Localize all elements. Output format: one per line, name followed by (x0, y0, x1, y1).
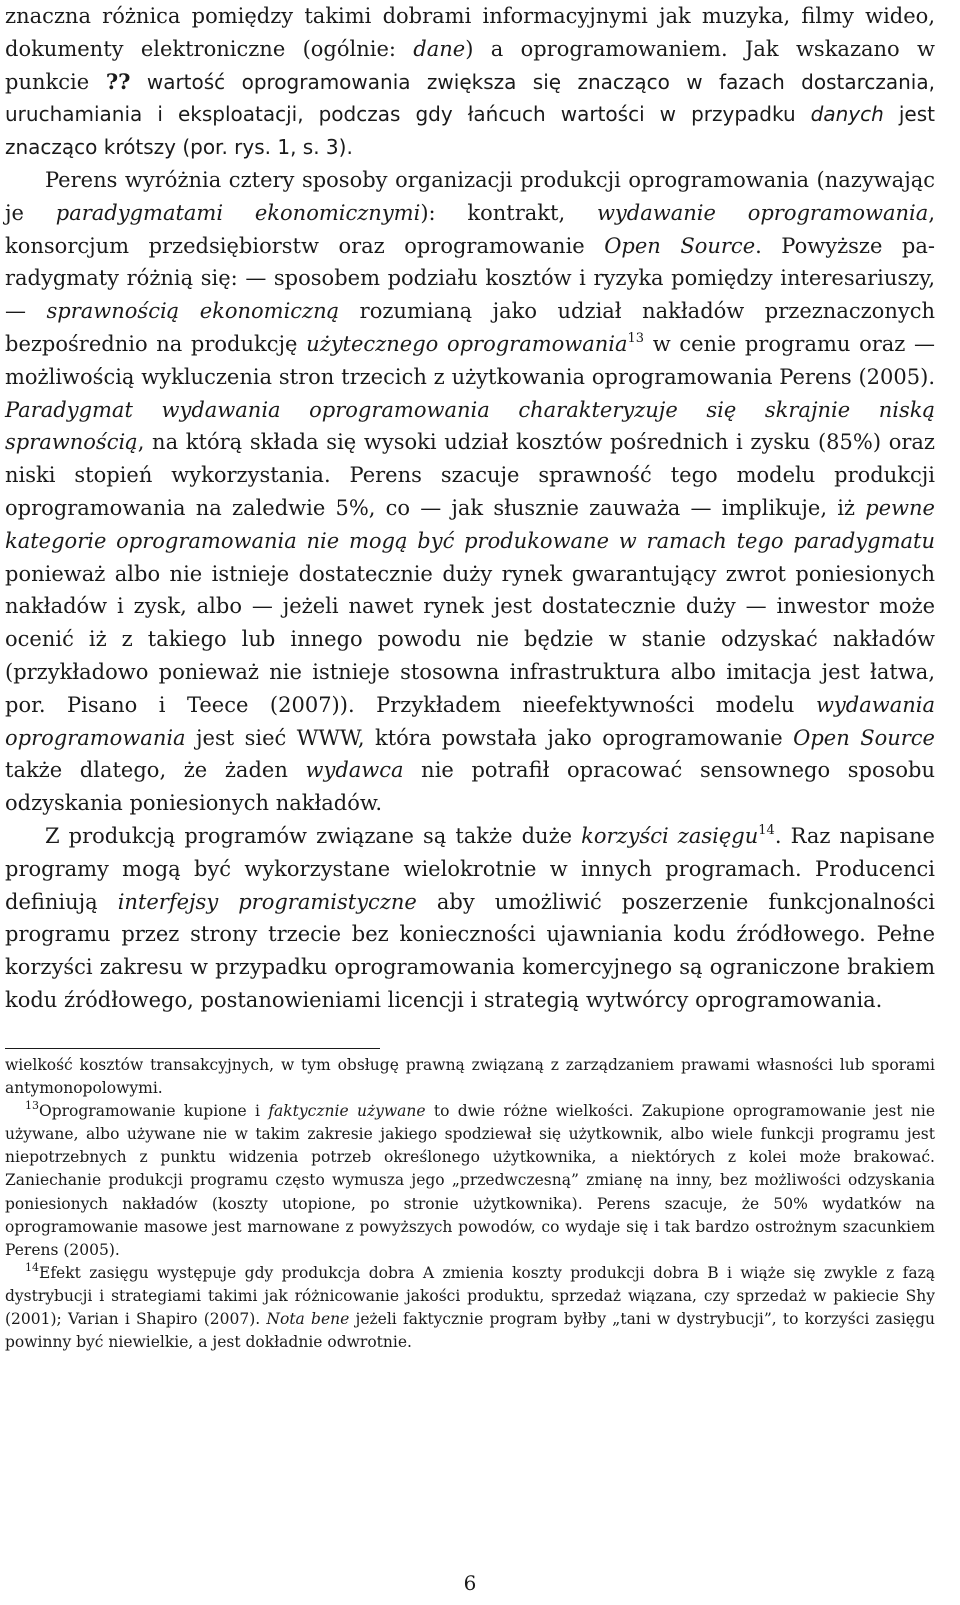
emphasis: wydawca (305, 758, 404, 783)
text-run: jeżeli faktycznie program byłby „tani w dystrybucji”, to korzyści zasięgu powinny być niewielkie, a jest dokładnie odwrotnie. (5, 1310, 936, 1352)
text-run: w cenie programu oraz — możliwością wykluczenia stron trzecich z użytkowania oprogramowania Perens (2005). (5, 331, 935, 389)
text-run: Oprogramowanie kupione i (39, 1102, 269, 1121)
text-run: to dwie różne wielkości. Zakupione oprogramowanie jest nie używane, albo używane nie w takim zakresie jakiego spodziewał się użytkownik, albo wiele funkcji programu jest niepotrzebnych z punktu widzenia potrzeb określonego użytkownika, a niektórych z kolei może brakować. Zaniechanie produkcji programu często wymusza jego „przedwczesną” zmianę na inny, bez możliwości odzyskania poniesionych nakładów (koszty utopione, po stronie użytkownika). Perens szacuje, że 50% wydatków na oprogramowanie masowe jest marnowane z powyższych powodów, co wydaje się i tak bardzo ostrożnym szacunkiem Perens (2005). (5, 1102, 936, 1259)
emphasis: sprawnością ekonomiczną (46, 299, 340, 324)
footnote-ref-13[interactable]: 13 (627, 330, 645, 346)
footnotes (5, 1054, 935, 1354)
text-run: . Raz napisane programy mogą być wykorzystane wielokrotnie w innych programach. Producenci definiują (5, 823, 935, 914)
emphasis: Paradygmat wydawania oprogramowania charakteryzuje się skrajnie niską sprawnością (5, 397, 935, 455)
footnote-marker-14: 14 (25, 1260, 39, 1274)
text-run: jest znacząco krótszy (por. rys. 1, s. 3). (5, 102, 935, 160)
text-run: aby umożliwić poszerzenie funkcjonalności programu przez strony trzecie bez konieczności ujawniania kodu źródłowego. Pełne korzyści zakresu w przypadku oprogramowania komercyjnego są ograniczone brakiem kodu źródłowego, postanowieniami licencji i strategią wytwórcy oprogramowania. (5, 889, 935, 1012)
emphasis: użytecznego oprogramowania (306, 331, 628, 356)
text-run: ): kontrakt, (420, 200, 597, 225)
document-page (5, 0, 935, 1017)
emphasis: pewne kategorie oprogramowania nie mogą być produkowane w ramach tego paradygmatu (5, 495, 935, 553)
footnote-13 (5, 1100, 935, 1262)
emphasis: Open Source (793, 725, 935, 750)
text-run: znaczna różnica pomiędzy takimi dobrami informacyjnymi jak muzyka, filmy wideo, dokumenty elektroniczne (ogólnie: (5, 4, 935, 61)
text-run: Z produkcją programów związane są także duże (45, 823, 582, 848)
footnote-ref-14[interactable]: 14 (758, 822, 775, 838)
text-run: , na którą składa się wysoki udział kosztów pośrednich i zysku (85%) oraz niski stopień wykorzystania. Perens szacuje sprawność tego modelu produkcji oprogramowania na zaledwie 5%, co — jak słusznie zauważa — implikuje, iż (5, 430, 935, 520)
text-run: jest sieć WWW, która powstała jako oprogramowanie (185, 725, 794, 750)
text-run: rozumianą jako udział nakładów przeznaczonych bezpośrednio na produkcję (5, 299, 935, 356)
text-run: nie potrafił opracować sensownego sposobu odzyskania poniesionych nakładów. (5, 758, 935, 816)
emphasis: korzyści zasięgu (581, 823, 759, 848)
text-run: . Powyższe paradygmaty różnią się: — sposobem podziału kosztów i ryzyka pomiędzy interesariuszy, — (5, 233, 935, 324)
emphasis: danych (810, 102, 884, 127)
footnote-continuation: wielkość kosztów transakcyjnych, w tym obsługę prawną związaną z zarządzaniem prawami własności lub sporami antymonopolowymi. (5, 1056, 935, 1098)
page-number: 6 (463, 1571, 477, 1595)
broken-reference: ?? (105, 68, 131, 94)
text-run: wartość oprogramowania zwiększa się znacząco w fazach dostarczania, uruchamiania i eksploatacji, podczas gdy łańcuch wartości w przypadku (5, 69, 935, 127)
text-run: , konsorcjum przedsiębiorstw oraz oprogramowanie (5, 200, 935, 258)
footnote-14 (5, 1262, 935, 1354)
text-run: Perens wyróżnia cztery sposoby organizacji produkcji oprogramowania (nazywając je (5, 167, 935, 225)
emphasis: faktycznie używane (268, 1102, 426, 1121)
text-run: ) a oprogramowaniem. Jak wskazano w punkcie (5, 36, 935, 94)
emphasis: wydawanie oprogramowania (596, 200, 929, 225)
emphasis: Nota bene (266, 1310, 350, 1329)
emphasis: interfejsy programistyczne (117, 889, 417, 914)
emphasis: paradygmatami ekonomicznymi (55, 200, 421, 225)
text-run: ponieważ albo nie istnieje dostatecznie duży rynek gwarantujący zwrot poniesionych nakładów i zysk, albo — jeżeli nawet rynek jest dostatecznie duży — inwestor może ocenić iż z takiego lub innego powodu nie będzie w stanie odzyskać nakładów (przykładowo ponieważ nie istnieje stosowna infrastruktura albo imitacja jest łatwa, por. Pisano i Teece (2007)). Przykładem nieefektywności modelu (5, 561, 935, 717)
emphasis: wydawania oprogramowania (5, 692, 935, 750)
emphasis: dane (413, 36, 466, 61)
paragraph-3 (5, 820, 935, 1017)
footnote-rule (5, 1048, 380, 1049)
paragraph-2 (5, 164, 935, 820)
footnote-marker-13: 13 (25, 1099, 39, 1113)
emphasis: Open Source (604, 233, 756, 258)
text-run: Efekt zasięgu występuje gdy produkcja dobra A zmienia koszty produkcji dobra B i wiąże się zwykle z fazą dystrybucji i strategiami takimi jak różnicowanie jakości produktu, sprzedaż wiązana, czy sprzedaż w pakiecie Shy (2001); Varian i Shapiro (2007). (5, 1263, 935, 1329)
main-text (5, 0, 935, 1017)
paragraph-1 (5, 0, 935, 164)
text-run: także dlatego, że żaden (5, 758, 306, 783)
